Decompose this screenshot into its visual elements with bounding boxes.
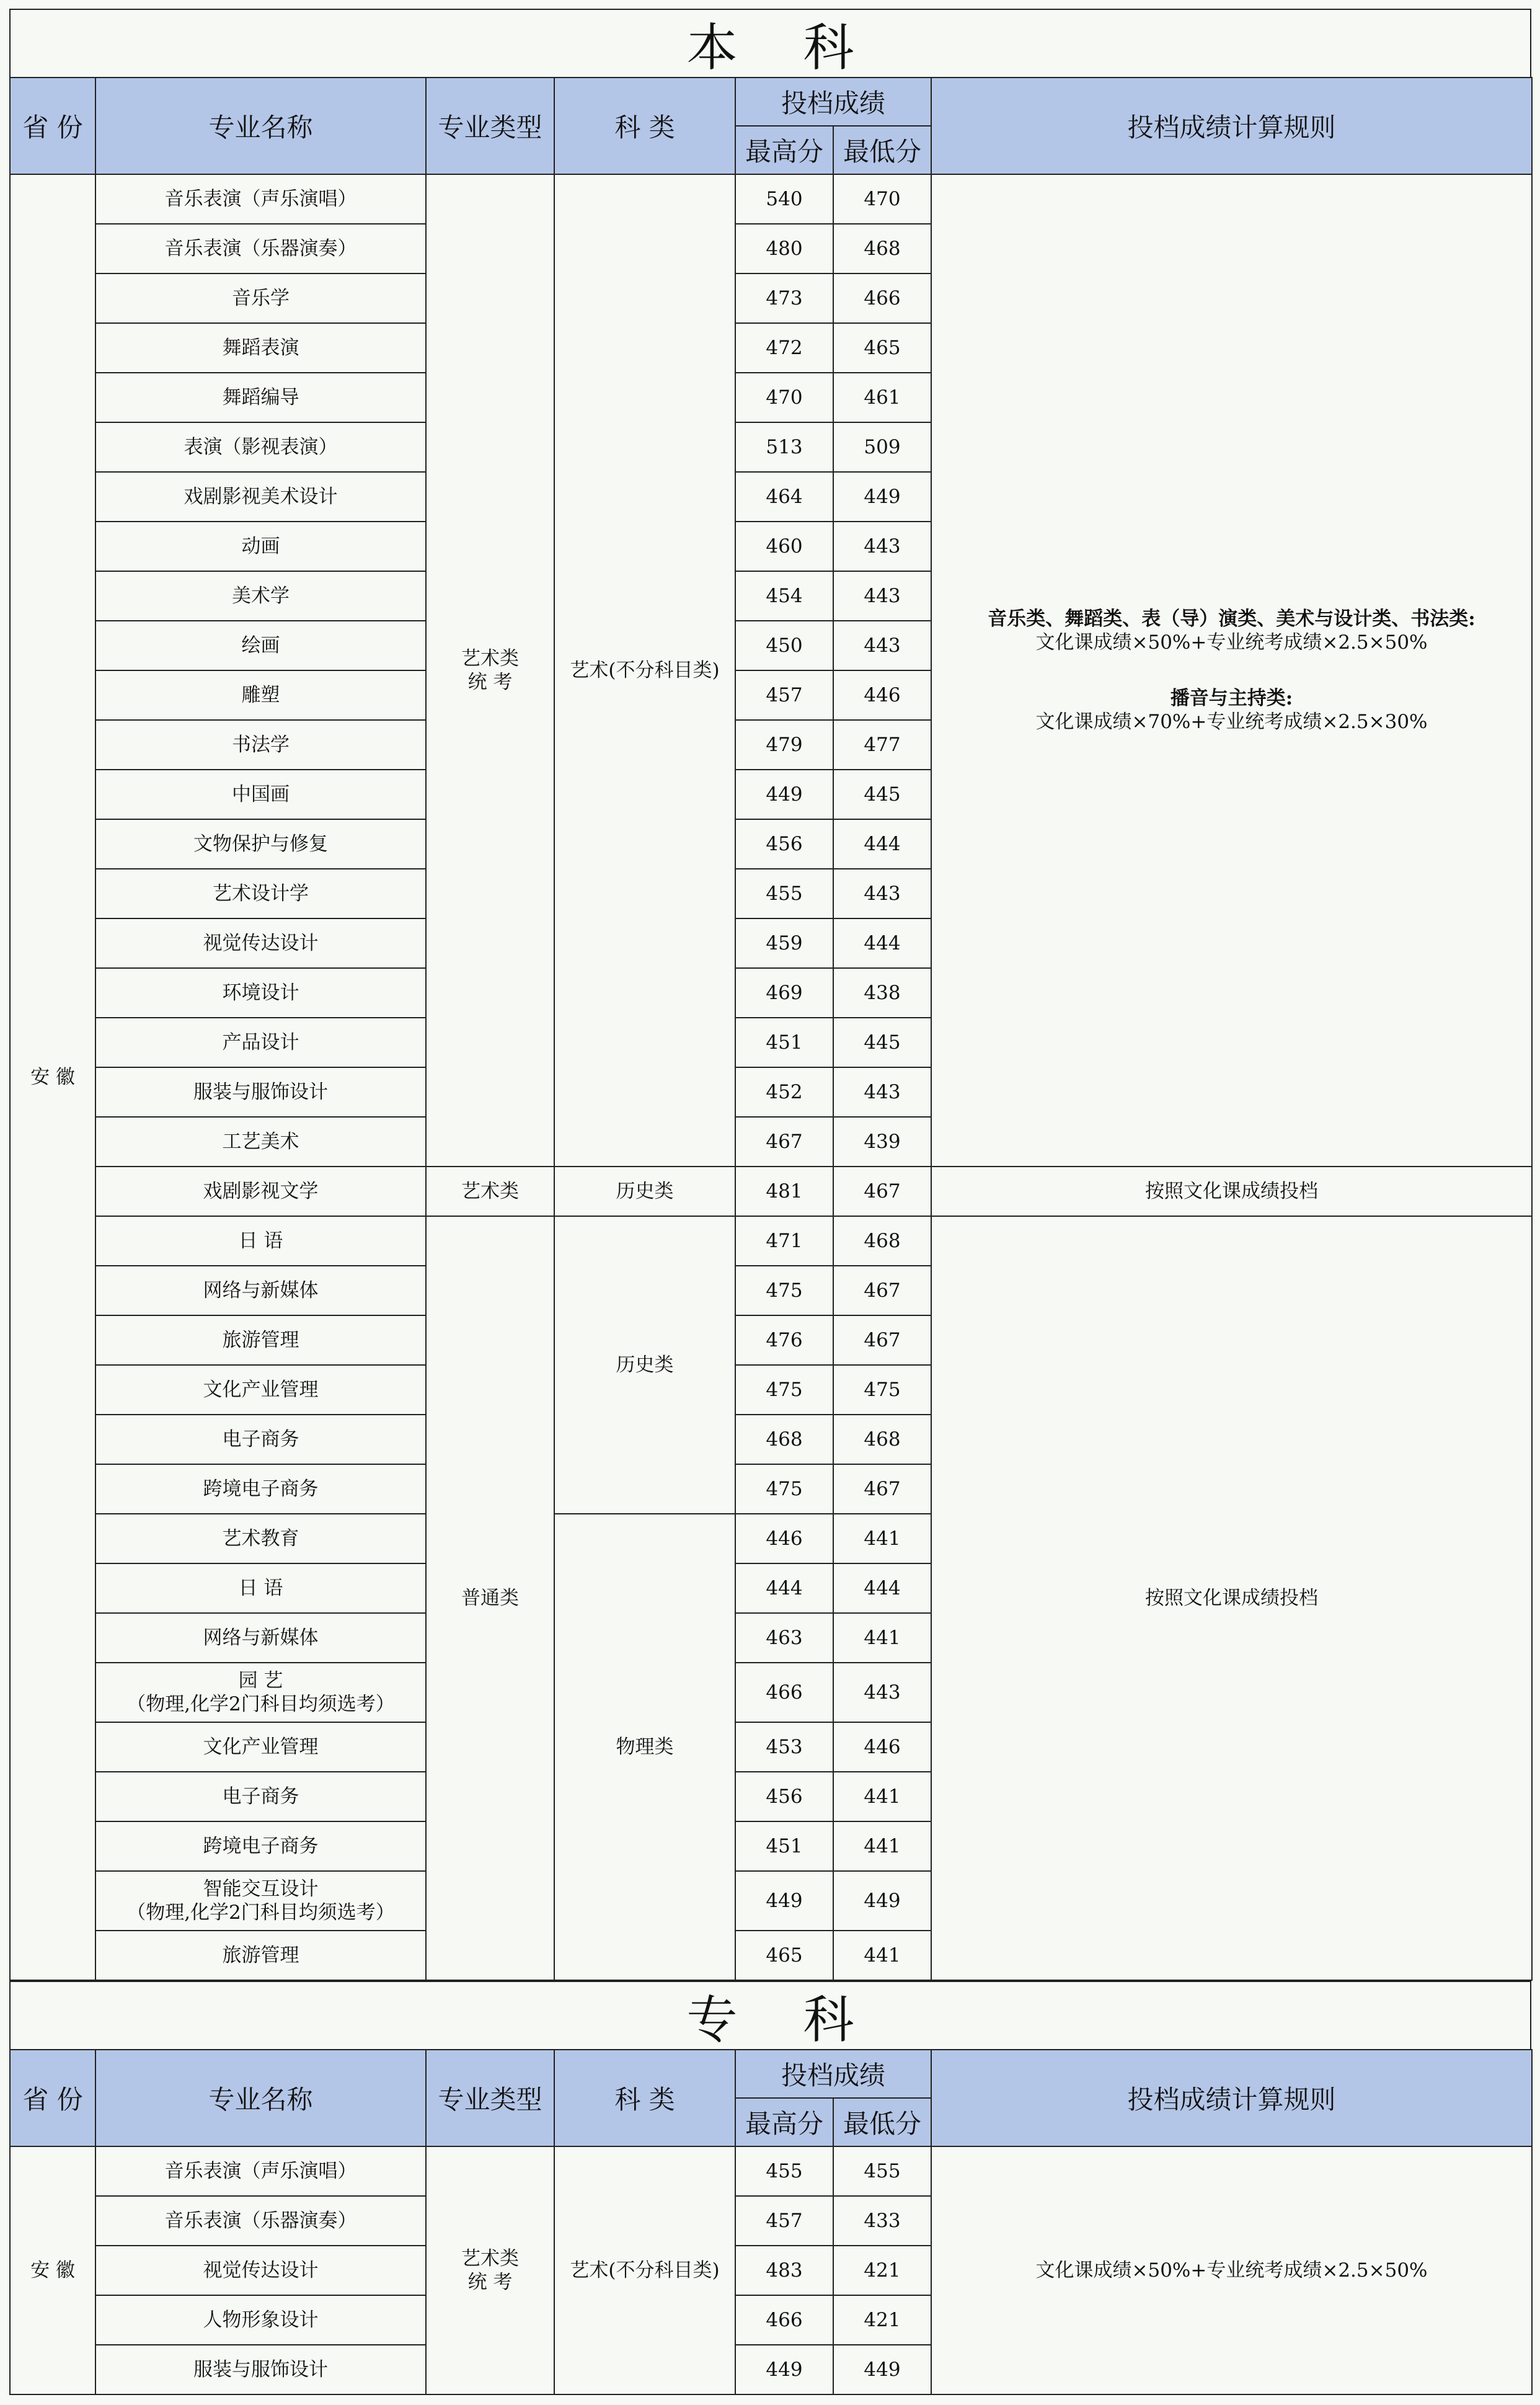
- header-category: 科 类: [554, 78, 735, 174]
- major-name-cell: [95, 968, 426, 1018]
- major-name: 绘画: [241, 634, 280, 657]
- min-score-cell: 445: [833, 770, 931, 819]
- header-type: 专业类型: [426, 2050, 554, 2146]
- major-name: 音乐表演（乐器演奏）: [164, 238, 357, 260]
- major-name: 中国画: [232, 783, 290, 806]
- header-rule: 投档成绩计算规则: [931, 2050, 1532, 2146]
- min-score-cell: 444: [833, 819, 931, 869]
- min-score-cell: 475: [833, 1365, 931, 1415]
- header-type: 专业类型: [426, 78, 554, 174]
- min-score-cell: 441: [833, 1931, 931, 1980]
- max-score-cell: 469: [735, 968, 833, 1018]
- max-score-cell: 466: [735, 2295, 833, 2345]
- major-name-cell: [95, 224, 426, 273]
- max-score-cell: 466: [735, 1663, 833, 1722]
- rule-cell: [931, 174, 1532, 1167]
- max-score-cell: 453: [735, 1722, 833, 1772]
- major-name: 文化产业管理: [203, 1736, 319, 1758]
- major-name: 文化产业管理: [203, 1379, 319, 1401]
- max-score-cell: 449: [735, 1871, 833, 1931]
- major-name: 环境设计: [222, 982, 299, 1004]
- max-score-cell: 467: [735, 1117, 833, 1167]
- max-score-cell: 471: [735, 1216, 833, 1266]
- min-score-cell: 421: [833, 2295, 931, 2345]
- major-name: 园 艺: [238, 1669, 283, 1692]
- major-name-cell: [95, 819, 426, 869]
- major-name-cell: [95, 621, 426, 670]
- major-name: 视觉传达设计: [203, 2259, 319, 2282]
- major-name-cell: [95, 918, 426, 968]
- min-score-cell: 465: [833, 323, 931, 373]
- min-score-cell: 470: [833, 174, 931, 224]
- major-name: 智能交互设计: [203, 1878, 319, 1900]
- category-cell: 历史类: [554, 1167, 735, 1216]
- major-name-cell: [95, 2295, 426, 2345]
- major-note: （物理,化学2门科目均须选考）: [126, 1901, 395, 1924]
- header-rule: 投档成绩计算规则: [931, 78, 1532, 174]
- max-score-cell: 460: [735, 522, 833, 571]
- major-name-cell: [95, 1415, 426, 1464]
- category-cell: 艺术(不分科目类): [554, 2146, 735, 2394]
- min-score-cell: 421: [833, 2246, 931, 2295]
- max-score-cell: 451: [735, 1821, 833, 1871]
- province-cell: 安 徽: [10, 2146, 95, 2394]
- max-score-cell: 456: [735, 1772, 833, 1821]
- table-row: [10, 1216, 1532, 1266]
- major-name-cell: [95, 1266, 426, 1315]
- header-score: 投档成绩: [735, 2050, 931, 2098]
- major-name: 戏剧影视美术设计: [184, 486, 338, 508]
- max-score-cell: 475: [735, 1266, 833, 1315]
- min-score-cell: 468: [833, 1415, 931, 1464]
- min-score-cell: 446: [833, 670, 931, 720]
- header-max: 最高分: [735, 126, 833, 174]
- min-score-cell: 444: [833, 1563, 931, 1613]
- max-score-cell: 455: [735, 2146, 833, 2196]
- min-score-cell: 466: [833, 273, 931, 323]
- max-score-cell: 459: [735, 918, 833, 968]
- max-score-cell: 480: [735, 224, 833, 273]
- max-score-cell: 450: [735, 621, 833, 670]
- min-score-cell: 449: [833, 1871, 931, 1931]
- min-score-cell: 477: [833, 720, 931, 770]
- min-score-cell: 468: [833, 224, 931, 273]
- major-name-cell: [95, 2146, 426, 2196]
- max-score-cell: 452: [735, 1067, 833, 1117]
- major-name: 音乐学: [232, 287, 290, 309]
- rule-heading-2: 播音与主持类:: [1170, 687, 1293, 709]
- major-name-cell: [95, 770, 426, 819]
- major-name: 服装与服饰设计: [193, 2358, 328, 2381]
- major-name: 舞蹈编导: [222, 386, 299, 409]
- major-name: 电子商务: [222, 1428, 299, 1451]
- major-name-cell: [95, 1613, 426, 1663]
- major-name-cell: [95, 273, 426, 323]
- min-score-cell: 467: [833, 1266, 931, 1315]
- major-name-cell: [95, 571, 426, 621]
- major-type-cell: [426, 174, 554, 1167]
- major-name: 艺术教育: [222, 1527, 299, 1550]
- major-name-cell: [95, 174, 426, 224]
- max-score-cell: 455: [735, 869, 833, 918]
- max-score-cell: 464: [735, 472, 833, 522]
- min-score-cell: 443: [833, 571, 931, 621]
- undergraduate-table: [9, 77, 1533, 1981]
- category-cell: 物理类: [554, 1514, 735, 1980]
- major-name: 视觉传达设计: [203, 932, 319, 954]
- major-name-cell: [95, 1464, 426, 1514]
- max-score-cell: 513: [735, 422, 833, 472]
- max-score-cell: 468: [735, 1415, 833, 1464]
- major-name: 音乐表演（声乐演唱）: [164, 188, 357, 210]
- min-score-cell: 445: [833, 1018, 931, 1067]
- max-score-cell: 472: [735, 323, 833, 373]
- min-score-cell: 467: [833, 1315, 931, 1365]
- major-name: 网络与新媒体: [203, 1279, 319, 1302]
- major-name: 音乐表演（声乐演唱）: [164, 2160, 357, 2182]
- major-name: 电子商务: [222, 1785, 299, 1808]
- min-score-cell: 446: [833, 1722, 931, 1772]
- major-type-line: 统 考: [467, 671, 513, 693]
- min-score-cell: 443: [833, 522, 931, 571]
- max-score-cell: 457: [735, 2196, 833, 2246]
- major-name: 文物保护与修复: [193, 833, 328, 855]
- category-cell: 艺术(不分科目类): [554, 174, 735, 1167]
- rule-cell: 按照文化课成绩投档: [931, 1167, 1532, 1216]
- major-name-cell: [95, 2345, 426, 2394]
- max-score-cell: 463: [735, 1613, 833, 1663]
- min-score-cell: 449: [833, 2345, 931, 2394]
- major-name: 书法学: [232, 734, 290, 756]
- max-score-cell: 481: [735, 1167, 833, 1216]
- major-name-cell: [95, 1871, 426, 1931]
- min-score-cell: 441: [833, 1613, 931, 1663]
- min-score-cell: 444: [833, 918, 931, 968]
- rule-formula-2: 文化课成绩×70%+专业统考成绩×2.5×30%: [1035, 711, 1428, 733]
- major-name: 表演（影视表演）: [184, 436, 338, 458]
- major-name-cell: [95, 373, 426, 422]
- header-score: 投档成绩: [735, 78, 931, 126]
- major-name-cell: [95, 1117, 426, 1167]
- min-score-cell: 443: [833, 1663, 931, 1722]
- max-score-cell: 457: [735, 670, 833, 720]
- undergraduate-title: 本 科: [9, 9, 1531, 77]
- major-type-line: 艺术类: [461, 2247, 519, 2270]
- min-score-cell: 441: [833, 1514, 931, 1563]
- major-name-cell: [95, 1563, 426, 1613]
- min-score-cell: 455: [833, 2146, 931, 2196]
- major-name: 网络与新媒体: [203, 1627, 319, 1649]
- header-min: 最低分: [833, 126, 931, 174]
- major-name: 雕塑: [241, 684, 280, 706]
- max-score-cell: 454: [735, 571, 833, 621]
- min-score-cell: 443: [833, 869, 931, 918]
- major-name-cell: [95, 422, 426, 472]
- max-score-cell: 540: [735, 174, 833, 224]
- major-name-cell: [95, 720, 426, 770]
- min-score-cell: 468: [833, 1216, 931, 1266]
- max-score-cell: 479: [735, 720, 833, 770]
- min-score-cell: 439: [833, 1117, 931, 1167]
- major-name: 日 语: [238, 1577, 283, 1599]
- min-score-cell: 443: [833, 621, 931, 670]
- min-score-cell: 509: [833, 422, 931, 472]
- header-min: 最低分: [833, 2098, 931, 2146]
- max-score-cell: 444: [735, 1563, 833, 1613]
- major-name-cell: [95, 1663, 426, 1722]
- province-cell: 安 徽: [10, 174, 95, 1980]
- rule-formula-1: 文化课成绩×50%+专业统考成绩×2.5×50%: [1035, 631, 1428, 654]
- major-name-cell: [95, 1067, 426, 1117]
- rule-gap: [932, 654, 1531, 687]
- min-score-cell: 438: [833, 968, 931, 1018]
- major-name-cell: [95, 1216, 426, 1266]
- major-name: 跨境电子商务: [203, 1478, 319, 1500]
- header-major: 专业名称: [95, 2050, 426, 2146]
- max-score-cell: 465: [735, 1931, 833, 1980]
- header-max: 最高分: [735, 2098, 833, 2146]
- max-score-cell: 449: [735, 2345, 833, 2394]
- min-score-cell: 443: [833, 1067, 931, 1117]
- header-major: 专业名称: [95, 78, 426, 174]
- max-score-cell: 456: [735, 819, 833, 869]
- major-type-cell: 普通类: [426, 1216, 554, 1980]
- major-name: 跨境电子商务: [203, 1835, 319, 1857]
- major-name: 舞蹈表演: [222, 337, 299, 359]
- major-name-cell: [95, 323, 426, 373]
- min-score-cell: 461: [833, 373, 931, 422]
- header-category: 科 类: [554, 2050, 735, 2146]
- major-name-cell: [95, 869, 426, 918]
- admission-scores-page: [9, 0, 1531, 2395]
- header-province: 省 份: [10, 78, 95, 174]
- major-name: 艺术设计学: [213, 882, 309, 905]
- max-score-cell: 475: [735, 1464, 833, 1514]
- header-province: 省 份: [10, 2050, 95, 2146]
- max-score-cell: 451: [735, 1018, 833, 1067]
- major-name-cell: [95, 1772, 426, 1821]
- major-name: 美术学: [232, 585, 290, 607]
- min-score-cell: 441: [833, 1821, 931, 1871]
- rule-cell: 按照文化课成绩投档: [931, 1216, 1532, 1980]
- major-name: 日 语: [238, 1230, 283, 1252]
- major-name-cell: [95, 1315, 426, 1365]
- junior-college-title: 专 科: [9, 1981, 1531, 2049]
- major-name: 人物形象设计: [203, 2309, 319, 2331]
- major-name: 服装与服饰设计: [193, 1081, 328, 1103]
- max-score-cell: 483: [735, 2246, 833, 2295]
- major-note: （物理,化学2门科目均须选考）: [126, 1693, 395, 1715]
- major-name-cell: [95, 670, 426, 720]
- major-name-cell: [95, 1018, 426, 1067]
- major-type-line: 艺术类: [461, 647, 519, 670]
- min-score-cell: 441: [833, 1772, 931, 1821]
- max-score-cell: 470: [735, 373, 833, 422]
- major-name: 工艺美术: [222, 1131, 299, 1153]
- major-name: 产品设计: [222, 1031, 299, 1054]
- major-name-cell: [95, 1931, 426, 1980]
- max-score-cell: 476: [735, 1315, 833, 1365]
- major-name-cell: [95, 1722, 426, 1772]
- major-name: 旅游管理: [222, 1329, 299, 1351]
- major-name: 旅游管理: [222, 1944, 299, 1967]
- rule-heading-1: 音乐类、舞蹈类、表（导）演类、美术与设计类、书法类:: [988, 608, 1476, 630]
- min-score-cell: 467: [833, 1167, 931, 1216]
- major-name-cell: [95, 1514, 426, 1563]
- major-name-cell: [95, 2196, 426, 2246]
- major-type-line: 统 考: [467, 2271, 513, 2293]
- major-type-cell: [426, 2146, 554, 2394]
- min-score-cell: 467: [833, 1464, 931, 1514]
- major-name-cell: [95, 472, 426, 522]
- max-score-cell: 475: [735, 1365, 833, 1415]
- max-score-cell: 449: [735, 770, 833, 819]
- major-type-cell: 艺术类: [426, 1167, 554, 1216]
- min-score-cell: 449: [833, 472, 931, 522]
- major-name-cell: 戏剧影视文学: [95, 1167, 426, 1216]
- category-cell: 历史类: [554, 1216, 735, 1514]
- major-name-cell: [95, 1821, 426, 1871]
- rule-cell: 文化课成绩×50%+专业统考成绩×2.5×50%: [931, 2146, 1532, 2394]
- max-score-cell: 473: [735, 273, 833, 323]
- table-row: [10, 1167, 1532, 1216]
- major-name-cell: [95, 2246, 426, 2295]
- major-name-cell: [95, 1365, 426, 1415]
- major-name-cell: [95, 522, 426, 571]
- table-row: [10, 174, 1532, 224]
- table-row: [10, 2146, 1532, 2196]
- min-score-cell: 433: [833, 2196, 931, 2246]
- major-name: 音乐表演（乐器演奏）: [164, 2210, 357, 2232]
- junior-college-table: [9, 2049, 1533, 2395]
- max-score-cell: 446: [735, 1514, 833, 1563]
- major-name: 动画: [241, 535, 280, 558]
